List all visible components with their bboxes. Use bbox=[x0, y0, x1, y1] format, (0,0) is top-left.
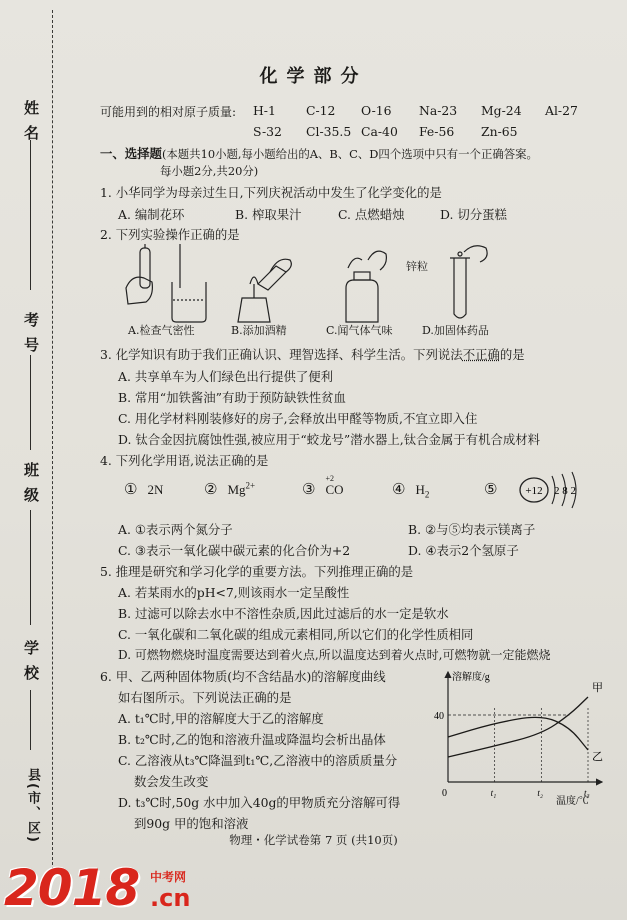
county-label: 县(市、区) bbox=[25, 768, 40, 844]
item-formula: Mg bbox=[227, 482, 246, 497]
q6-option-d-cont: 到90g 甲的饱和溶液 bbox=[134, 816, 249, 831]
mass-item: Fe-56 bbox=[419, 124, 455, 139]
name-field-line bbox=[30, 140, 31, 290]
item-number: ② bbox=[204, 480, 218, 498]
item-subscript: 2 bbox=[424, 489, 430, 500]
q3-option-c: C. 用化学材料刚装修好的房子,会释放出甲醛等物质,不宜立即入住 bbox=[118, 411, 478, 426]
q6-option-c-cont: 数会发生改变 bbox=[134, 774, 209, 789]
mass-item: C-12 bbox=[306, 103, 336, 118]
page-title: 化学部分 bbox=[259, 66, 368, 87]
q4-stem: 4. 下列化学用语,说法正确的是 bbox=[100, 453, 269, 468]
mass-item: Al-27 bbox=[545, 103, 578, 118]
mass-item: Mg-24 bbox=[481, 103, 522, 118]
q4-item-5 bbox=[484, 480, 507, 498]
item-valence: +2 bbox=[325, 474, 334, 483]
q5-stem: 5. 推理是研究和学习化学的重要方法。下列推理正确的是 bbox=[100, 564, 414, 579]
series-jia-label: 甲 bbox=[592, 682, 603, 694]
exam-no-field-line bbox=[30, 355, 31, 450]
q4-item-2 bbox=[204, 480, 255, 498]
school-field-line bbox=[30, 690, 31, 750]
q5-option-c: C. 一氧化碳和二氧化碳的组成元素相同,所以它们的化学性质相同 bbox=[118, 627, 474, 642]
section-heading: 一、选择题 bbox=[100, 146, 162, 161]
class-label: 班级 bbox=[22, 462, 40, 512]
q6-option-c: C. 乙溶液从t₃℃降温到t₁℃,乙溶液中的溶质质量分 bbox=[118, 753, 398, 768]
item-formula: 2N bbox=[147, 482, 164, 497]
electron-counts: 2 8 2 bbox=[554, 485, 576, 497]
mass-item: Na-23 bbox=[419, 103, 458, 118]
series-yi-label: 乙 bbox=[592, 751, 603, 763]
watermark-logo-number: 2018 bbox=[4, 859, 140, 917]
item-formula: H bbox=[415, 482, 425, 497]
q1-option-c: C. 点燃蜡烛 bbox=[338, 207, 405, 222]
mass-item: H-1 bbox=[253, 103, 276, 118]
add-solid-drawing bbox=[450, 246, 487, 318]
q3-stem bbox=[100, 345, 525, 363]
magnesium-atom-structure bbox=[518, 468, 590, 512]
q4-option-c: C. ③表示一氧化碳中碳元素的化合价为+2 bbox=[118, 543, 351, 558]
q6-stem: 6. 甲、乙两种固体物质(均不含结晶水)的溶解度曲线 bbox=[100, 669, 386, 684]
q6-option-b: B. t₂℃时,乙的饱和溶液升温或降温均会析出晶体 bbox=[118, 732, 386, 747]
q2-caption-d: D.加固体药品 bbox=[422, 324, 489, 337]
item-number: ③ bbox=[302, 480, 316, 498]
item-number: ④ bbox=[392, 480, 406, 498]
q3-stem-emphasis: 不正确 bbox=[462, 347, 500, 362]
q3-option-d: D. 钛合金因抗腐蚀性强,被应用于“蛟龙号”潜水器上,钛合金属于有机合成材料 bbox=[118, 432, 541, 447]
mass-item: Zn-65 bbox=[481, 124, 518, 139]
mass-item: Ca-40 bbox=[361, 124, 398, 139]
item-formula: CO bbox=[325, 482, 344, 497]
q3-option-a: A. 共享单车为人们绿色出行提供了便利 bbox=[118, 369, 334, 384]
site-watermark bbox=[2, 858, 627, 920]
nucleus-charge: +12 bbox=[525, 485, 543, 497]
name-label: 姓名 bbox=[22, 100, 40, 150]
q5-option-b: B. 过滤可以除去水中不溶性杂质,因此过滤后的水一定是软水 bbox=[118, 606, 449, 621]
section-instruction: (本题共10小题,每小题给出的A、B、C、D四个选项中只有一个正确答案。 bbox=[161, 147, 538, 161]
mass-item: Cl-35.5 bbox=[306, 124, 352, 139]
zinc-label: 锌粒 bbox=[406, 260, 428, 273]
q3-stem-text: 3. 化学知识有助于我们正确认识、理智选择、科学生活。下列说法 bbox=[100, 347, 463, 362]
x-tick-label: t₂ bbox=[537, 788, 543, 798]
q1-stem: 1. 小华同学为母亲过生日,下列庆祝活动中发生了化学变化的是 bbox=[100, 185, 442, 200]
origin-label: 0 bbox=[442, 788, 447, 799]
q4-option-b: B. ②与⑤均表示镁离子 bbox=[408, 522, 536, 537]
q2-apparatus-drawings bbox=[118, 244, 518, 326]
solubility-chart bbox=[420, 664, 610, 814]
q1-option-d: D. 切分蛋糕 bbox=[440, 207, 507, 222]
section-instruction-2: 每小题2分,共20分) bbox=[160, 164, 259, 178]
q6-option-d: D. t₃℃时,50g 水中加入40g的甲物质充分溶解可得 bbox=[118, 795, 401, 810]
page-footer: 物理・化学试卷第 7 页 (共10页) bbox=[229, 833, 398, 847]
mass-item: O-16 bbox=[361, 103, 392, 118]
class-field-line bbox=[30, 510, 31, 625]
item-superscript: 2+ bbox=[245, 480, 256, 491]
q6-stem-2: 如右图所示。下列说法正确的是 bbox=[118, 690, 292, 705]
watermark-domain: .cn bbox=[150, 884, 191, 912]
y-axis-label: 溶解度/g bbox=[452, 672, 490, 683]
binding-dashed-line bbox=[52, 10, 53, 870]
exam-no-label: 考号 bbox=[22, 312, 40, 362]
q4-item-4 bbox=[392, 480, 429, 500]
airtightness-check-drawing bbox=[126, 244, 206, 322]
q3-stem-end: 的是 bbox=[499, 347, 525, 362]
x-axis-label: 温度/℃ bbox=[556, 796, 589, 807]
q1-option-a: A. 编制花环 bbox=[118, 207, 185, 222]
x-tick-label: t₃ bbox=[584, 788, 590, 798]
alcohol-lamp-drawing bbox=[238, 259, 291, 322]
q1-option-b: B. 榨取果汁 bbox=[235, 207, 302, 222]
smell-gas-drawing bbox=[346, 251, 386, 322]
q5-option-a: A. 若某雨水的pH<7,则该雨水一定呈酸性 bbox=[118, 585, 350, 600]
q6-option-a: A. t₁℃时,甲的溶解度大于乙的溶解度 bbox=[118, 711, 324, 726]
watermark-brand: 中考网 bbox=[150, 870, 187, 884]
mass-item: S-32 bbox=[253, 124, 282, 139]
q2-caption-a: A.检查气密性 bbox=[128, 324, 195, 337]
atomic-mass-label: 可能用到的相对原子质量: bbox=[100, 105, 237, 119]
section-heading-row bbox=[100, 144, 538, 162]
q2-caption-c: C.闻气体气味 bbox=[326, 324, 393, 337]
series-yi-curve bbox=[448, 717, 588, 750]
x-tick-label: t₁ bbox=[490, 788, 497, 798]
q3-option-b: B. 常用“加铁酱油”有助于预防缺铁性贫血 bbox=[118, 390, 346, 405]
q2-caption-b: B.添加酒精 bbox=[231, 324, 287, 337]
q4-option-a: A. ①表示两个氮分子 bbox=[118, 522, 233, 537]
q4-item-1 bbox=[124, 480, 163, 498]
q4-option-d: D. ④表示2个氢原子 bbox=[408, 543, 519, 558]
q2-stem: 2. 下列实验操作正确的是 bbox=[100, 227, 240, 242]
item-formula-wrap bbox=[325, 474, 344, 498]
q4-item-3 bbox=[302, 474, 344, 498]
y-tick-label: 40 bbox=[434, 711, 444, 722]
school-label: 学校 bbox=[22, 640, 40, 690]
item-number: ⑤ bbox=[484, 480, 498, 498]
item-number: ① bbox=[124, 480, 138, 498]
q5-option-d: D. 可燃物燃烧时温度需要达到着火点,所以温度达到着火点时,可燃物就一定能燃烧 bbox=[118, 648, 551, 662]
